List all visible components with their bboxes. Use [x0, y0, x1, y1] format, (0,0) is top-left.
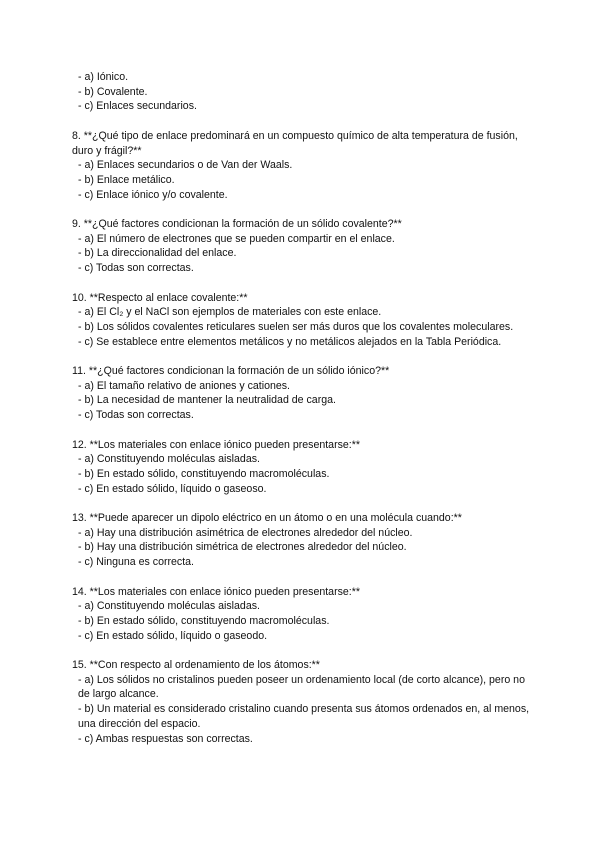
option-a: - a) Hay una distribución asimétrica de electrones alrededor del núcleo.	[78, 526, 413, 539]
question-stem: 9. **¿Qué factores condicionan la formación de un sólido covalente?**	[72, 218, 402, 230]
question-8	[72, 129, 532, 203]
option-b: - b) Enlace metálico.	[78, 173, 175, 186]
option-b: - b) Los sólidos covalentes reticulares suelen ser más duros que los covalentes moleculares.	[78, 320, 514, 333]
option-c: - c) En estado sólido, líquido o gaseoso.	[78, 482, 267, 495]
option-a: - a) Constituyendo moléculas aisladas.	[78, 453, 260, 466]
option-c: - c) Se establece entre elementos metálicos y no metálicos alejados en la Tabla Periódica.	[78, 335, 502, 348]
question-stem: 15. **Con respecto al ordenamiento de los átomos:**	[72, 659, 320, 671]
option-a: - a) El número de electrones que se pueden compartir en el enlace.	[78, 232, 395, 245]
previous-question-options	[72, 70, 532, 114]
option-b: - b) En estado sólido, constituyendo macromoléculas.	[78, 614, 330, 627]
question-10	[72, 291, 532, 350]
question-12	[72, 438, 532, 497]
option-b: - b) La direccionalidad del enlace.	[78, 247, 237, 260]
option-c: - c) Todas son correctas.	[78, 262, 194, 275]
option-a: - a) Iónico.	[78, 71, 129, 83]
option-a: - a) Constituyendo moléculas aisladas.	[78, 600, 260, 613]
question-9	[72, 217, 532, 276]
question-stem: 8. **¿Qué tipo de enlace predominará en un compuesto químico de alta temperatura de fusión, duro y frágil?**	[72, 129, 521, 157]
question-stem: 11. **¿Qué factores condicionan la formación de un sólido iónico?**	[72, 365, 390, 377]
option-a: - a) El Cl₂ y el NaCl son ejemplos de materiales con este enlace.	[78, 306, 382, 319]
question-stem: 10. **Respecto al enlace covalente:**	[72, 291, 248, 304]
question-stem: 14. **Los materiales con enlace iónico pueden presentarse:**	[72, 585, 360, 598]
question-stem: 12. **Los materiales con enlace iónico pueden presentarse:**	[72, 438, 360, 451]
option-b: - b) La necesidad de mantener la neutralidad de carga.	[78, 394, 336, 407]
question-15	[72, 658, 532, 746]
question-stem: 13. **Puede aparecer un dipolo eléctrico en un átomo o en una molécula cuando:**	[72, 512, 462, 524]
option-c: - c) Ninguna es correcta.	[78, 556, 194, 569]
option-a: - a) Los sólidos no cristalinos pueden poseer un ordenamiento local (de corto alcance), pero no de largo alcance.	[78, 673, 528, 701]
option-c: - c) Enlace iónico y/o covalente.	[78, 188, 228, 201]
option-c: - c) Ambas respuestas son correctas.	[78, 732, 253, 745]
option-a: - a) Enlaces secundarios o de Van der Waals.	[78, 159, 293, 172]
option-b: - b) Covalente.	[78, 85, 148, 98]
document-body	[72, 70, 532, 761]
option-b: - b) Hay una distribución simétrica de electrones alrededor del núcleo.	[78, 541, 407, 554]
option-c: - c) Todas son correctas.	[78, 409, 194, 422]
question-13	[72, 511, 532, 570]
option-a: - a) El tamaño relativo de aniones y cationes.	[78, 379, 290, 392]
question-11	[72, 364, 532, 423]
option-b: - b) En estado sólido, constituyendo macromoléculas.	[78, 467, 330, 480]
option-c: - c) En estado sólido, líquido o gaseodo.	[78, 629, 268, 642]
option-b: - b) Un material es considerado cristalino cuando presenta sus átomos ordenados en, al menos, una dirección del espacio.	[78, 703, 533, 730]
option-c: - c) Enlaces secundarios.	[78, 100, 197, 113]
question-14	[72, 585, 532, 644]
